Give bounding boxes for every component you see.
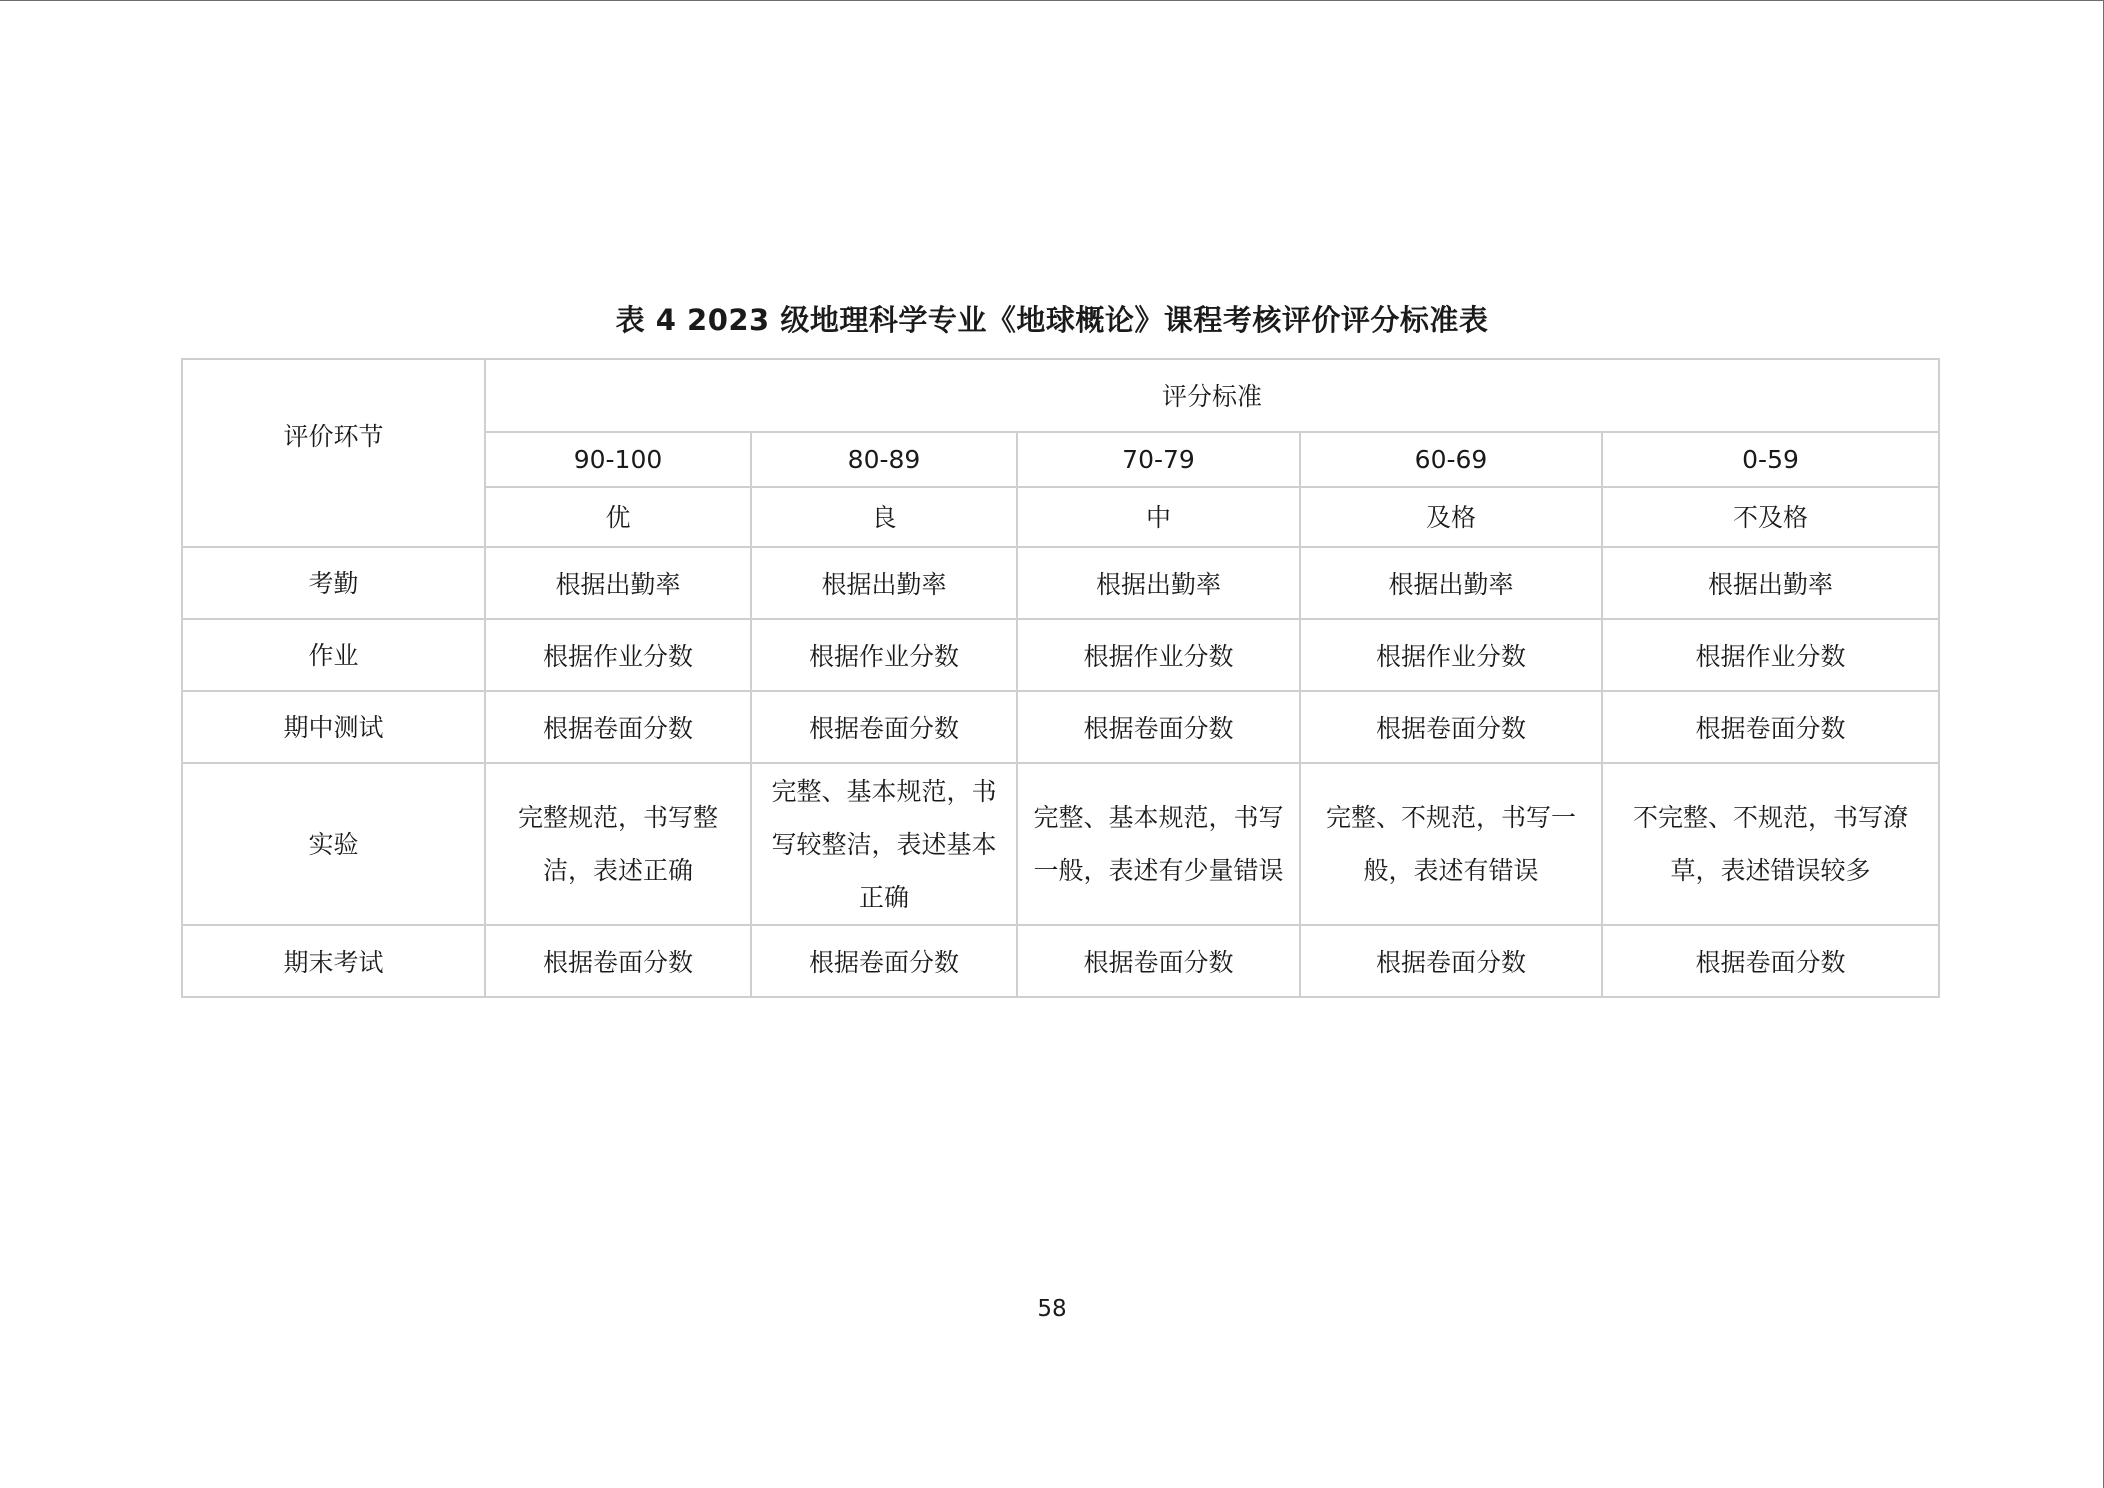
range-cell: 80-89 [751,432,1017,487]
table-cell: 根据出勤率 [485,547,751,619]
table-cell: 根据卷面分数 [751,925,1017,997]
range-cell: 90-100 [485,432,751,487]
table-cell: 完整、基本规范，书写一般，表述有少量错误 [1017,763,1300,925]
scoring-table [181,358,1940,998]
table-cell: 完整、基本规范，书写较整洁，表述基本正确 [751,763,1017,925]
table-cell: 根据卷面分数 [1602,691,1939,763]
range-cell: 0-59 [1602,432,1939,487]
grade-cell: 及格 [1300,487,1602,547]
table-cell: 完整、不规范，书写一般，表述有错误 [1300,763,1602,925]
row-label: 作业 [182,619,485,691]
table-row-final-exam [182,925,1939,997]
criteria-header-label: 评分标准 [1162,382,1263,411]
grade-cell: 不及格 [1602,487,1939,547]
criteria-header-cell [485,359,1939,432]
table-cell: 根据作业分数 [1300,619,1602,691]
table-cell: 根据作业分数 [1017,619,1300,691]
range-cell: 60-69 [1300,432,1602,487]
row-label: 期中测试 [182,691,485,763]
grade-cell: 中 [1017,487,1300,547]
table-row-attendance [182,547,1939,619]
table-cell: 根据卷面分数 [751,691,1017,763]
table-row-experiment [182,763,1939,925]
table-cell: 根据出勤率 [751,547,1017,619]
row-label: 期末考试 [182,925,485,997]
header-row-criteria [182,359,1939,432]
page-number: 58 [1037,1296,1067,1322]
table-cell: 不完整、不规范，书写潦草，表述错误较多 [1602,763,1939,925]
table-cell: 根据作业分数 [751,619,1017,691]
grade-cell: 优 [485,487,751,547]
section-header-cell [182,359,485,547]
table-cell: 根据卷面分数 [1300,691,1602,763]
table-row-midterm [182,691,1939,763]
table-cell: 根据卷面分数 [1017,691,1300,763]
table-cell: 根据作业分数 [1602,619,1939,691]
table-cell: 完整规范，书写整洁，表述正确 [485,763,751,925]
table-cell: 根据出勤率 [1602,547,1939,619]
row-label: 实验 [182,763,485,925]
section-header-label: 评价环节 [283,422,384,451]
table-cell: 根据卷面分数 [1017,925,1300,997]
table-row-homework [182,619,1939,691]
table-cell: 根据卷面分数 [485,691,751,763]
grade-cell: 良 [751,487,1017,547]
table-cell: 根据卷面分数 [485,925,751,997]
table-title: 表 4 2023 级地理科学专业《地球概论》课程考核评价评分标准表 [615,303,1489,337]
range-cell: 70-79 [1017,432,1300,487]
page-border-top [0,0,2104,1]
table-cell: 根据出勤率 [1300,547,1602,619]
table-cell: 根据作业分数 [485,619,751,691]
table-cell: 根据卷面分数 [1300,925,1602,997]
row-label: 考勤 [182,547,485,619]
table-cell: 根据出勤率 [1017,547,1300,619]
table-cell: 根据卷面分数 [1602,925,1939,997]
